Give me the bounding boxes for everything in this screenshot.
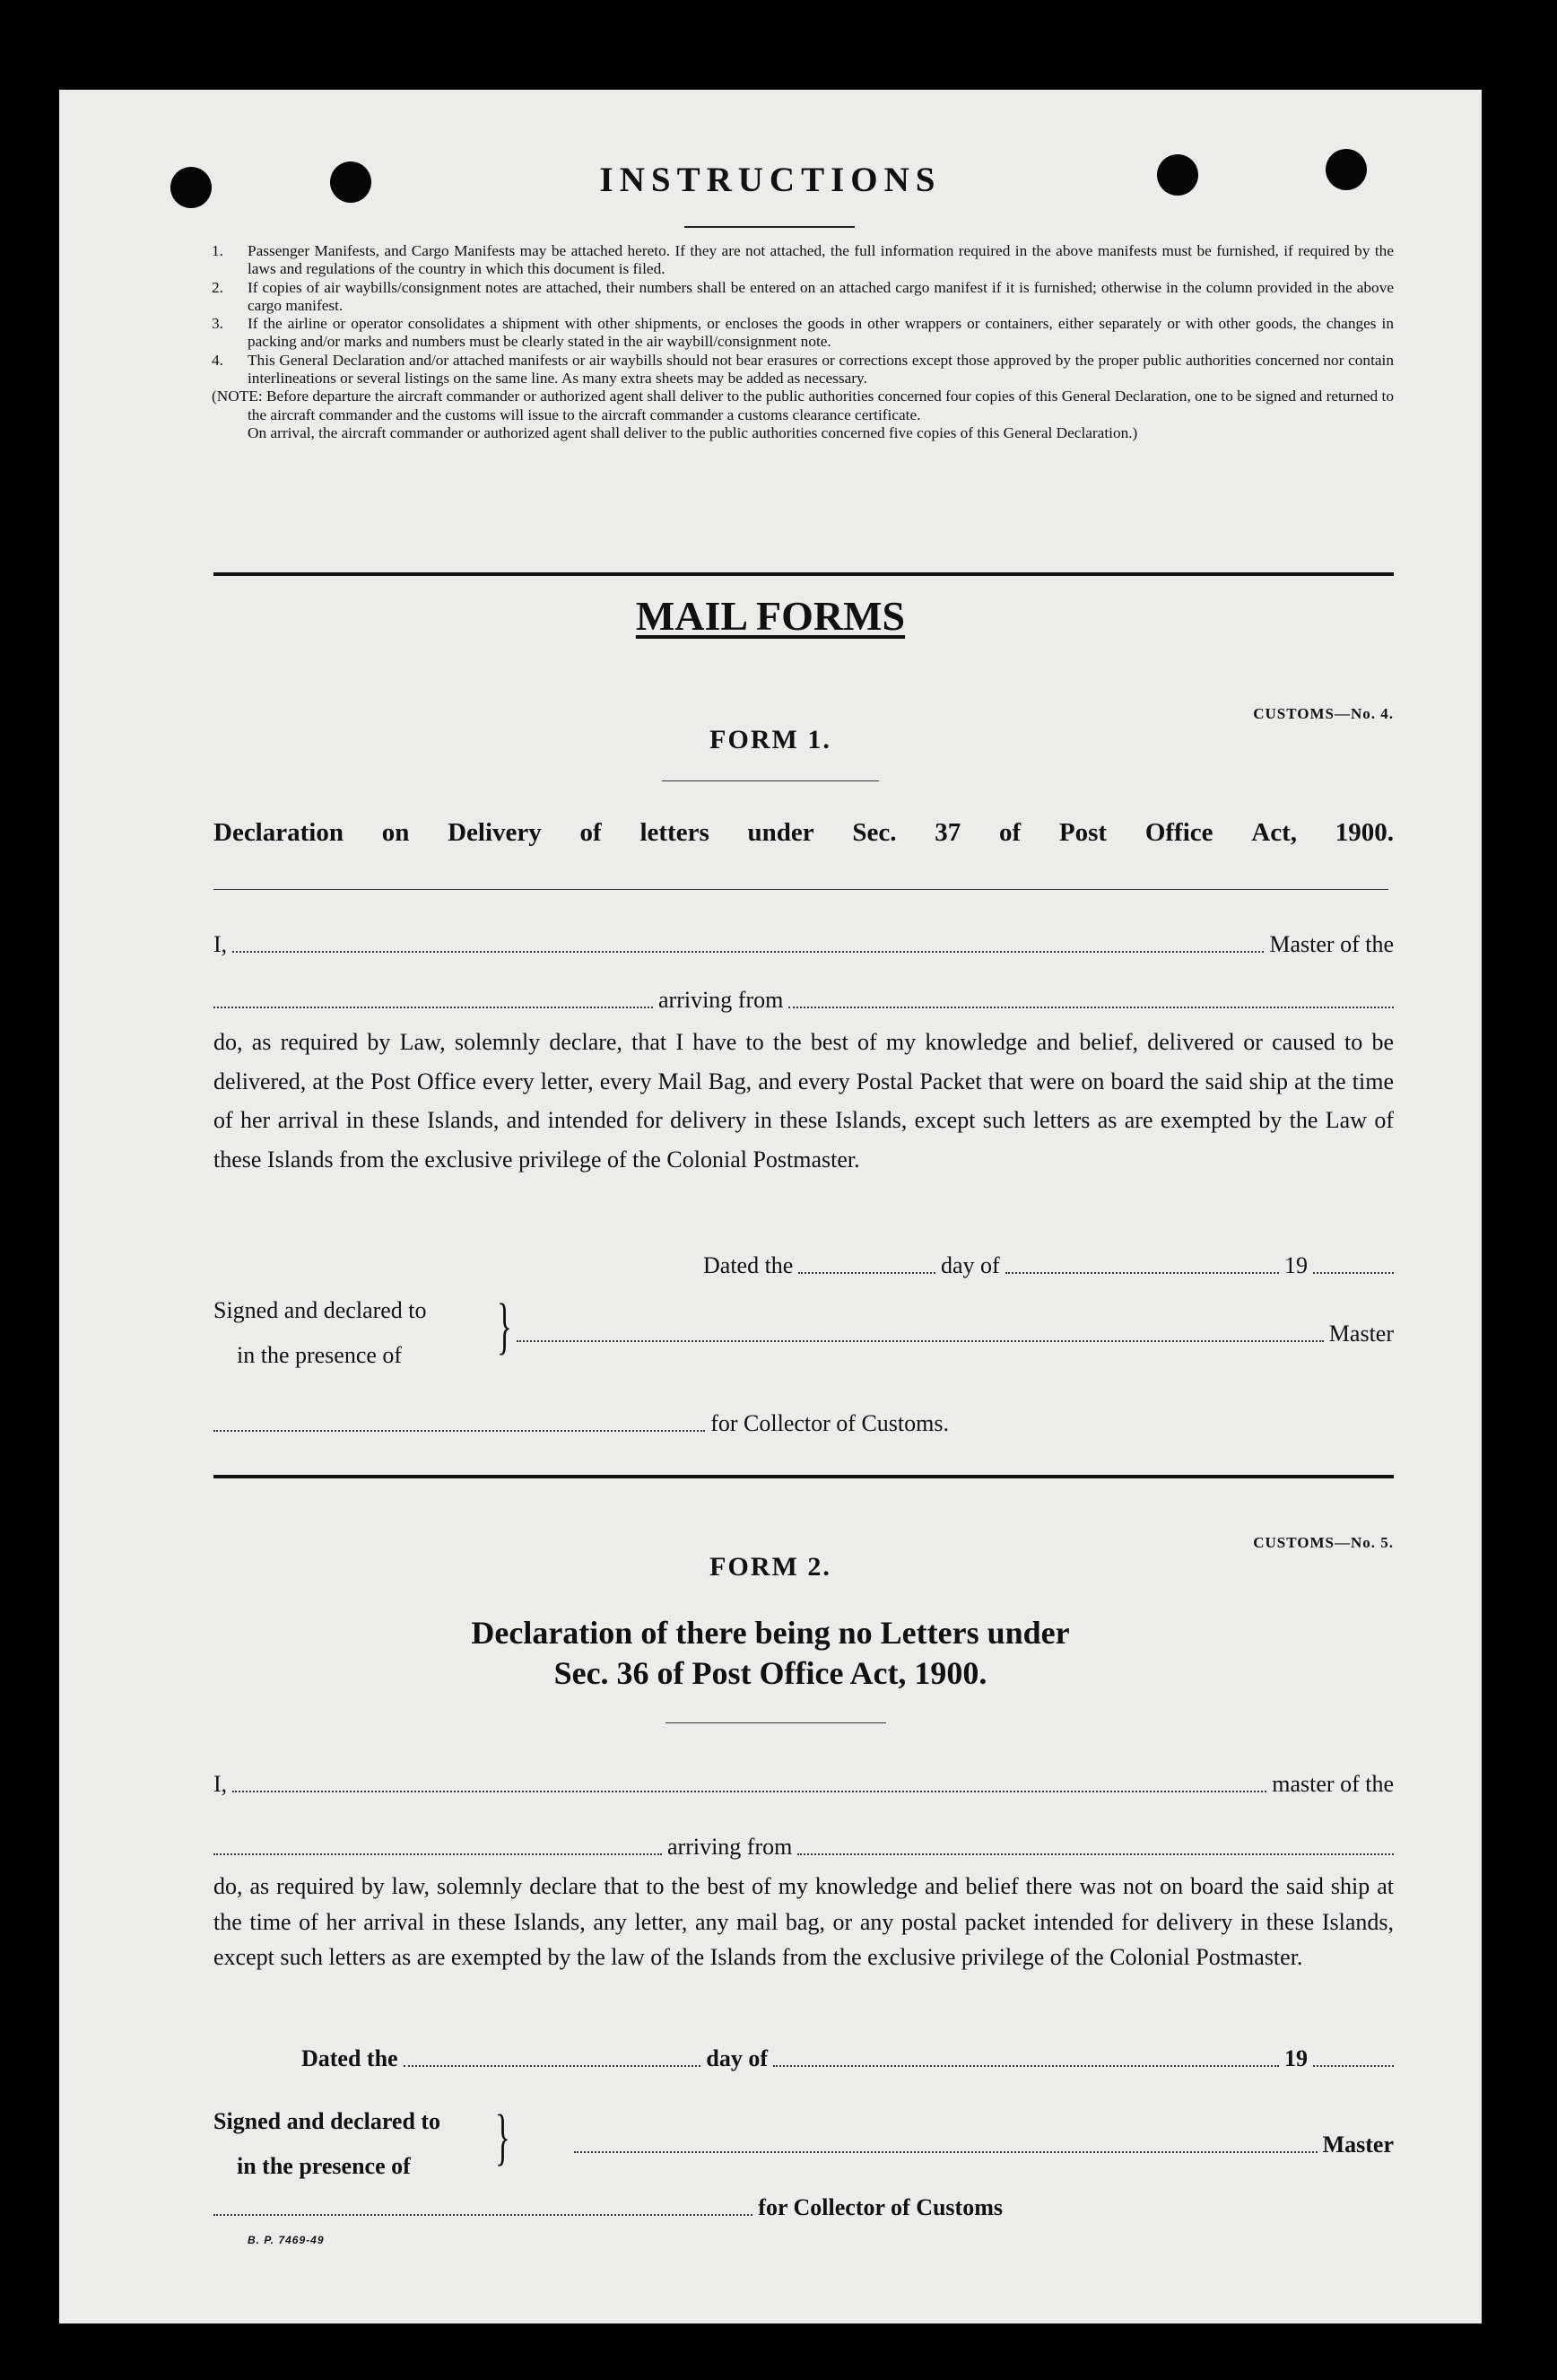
instruction-note: On arrival, the aircraft commander or authorized agent shall deliver to the public authorities concerned five copies of this General Declaration.) [248,423,1138,441]
brace: } [497,1292,512,1361]
date-field[interactable]: Dated the day of 19 [703,1252,1394,1279]
master-name-field[interactable]: I, Master of the [213,931,1394,957]
collector-signature-field[interactable]: for Collector of Customs. [213,1410,949,1437]
divider [662,780,879,781]
divider [665,1722,886,1723]
divider [213,889,1388,890]
instruction-item: 1. Passenger Manifests, and Cargo Manifests may be attached hereto. If they are not attached, the full information required in the above manifests must be furnished, if required by the laws and regulations of the country in which this document is filed. [212,242,1394,278]
instruction-item: 4. This General Declaration and/or attached manifests or air waybills should not bear erasures or corrections except those approved by the proper public authorities concerned nor contain interlineations or several listings on the same line. As many extra sheets may be added as necessary. [212,351,1394,388]
master-signature-field[interactable]: Master [574,2132,1394,2158]
section-divider [213,1475,1394,1478]
instructions-title: INSTRUCTIONS [599,161,942,199]
signed-label: Signed and declared to [213,1297,427,1323]
date-field[interactable]: Dated the day of 19 [301,2045,1394,2072]
instruction-note: (NOTE: Before departure the aircraft commander or authorized agent shall deliver to the public authorities concerned four copies of this General Declaration, one to be signed and returned to the aircraft commander and the customs will issue to the aircraft commander a customs clearance certificate. [212,388,1394,423]
brace: } [495,2103,510,2172]
form-title: FORM 1. [709,725,831,754]
customs-number: CUSTOMS—No. 5. [1253,1534,1394,1551]
section-divider [213,572,1394,576]
signed-label: Signed and declared to [213,2108,441,2134]
instruction-item: 3. If the airline or operator consolidates a shipment with other shipments, or encloses the goods in other wrappers or containers, either separately or with other goods, the changes in packing and/or marks and numbers must be clearly stated in the air waybill/consignment note. [212,315,1394,351]
signed-label: in the presence of [237,1342,403,1368]
divider [684,226,855,228]
customs-number: CUSTOMS—No. 4. [1253,705,1394,722]
declaration-body: do, as required by law, solemnly declare that to the best of my knowledge and belief there was not on board the said ship at the time of her arrival in these Islands, any letter, any mail bag, or any postal packet intended for delivery in these Islands, except such letters as are exempted by the law of the Islands from the exclusive privilege of the Colonial Postmaster. [213,1873,1394,1970]
ship-arriving-field[interactable]: arriving from [213,1834,1394,1861]
ship-arriving-field[interactable]: arriving from [213,987,1394,1014]
declaration-body: do, as required by Law, solemnly declare, that I have to the best of my knowledge and belief, delivered or caused to be delivered, at the Post Office every letter, every Mail Bag, and every Postal Packet that were on board the said ship at the time of her arrival in these Islands, and intended for delivery in these Islands, except such letters as are exempted by the Law of these Islands from the exclusive privilege of the Colonial Postmaster. [213,1029,1394,1173]
instructions-list [212,242,1394,442]
signed-label: in the presence of [237,2153,411,2179]
print-code: B. P. 7469-49 [248,2234,325,2246]
declaration-heading: Declaration of there being no Letters under Sec. 36 of Post Office Act, 1900. [471,1615,1070,1691]
mail-forms-title: MAIL FORMS [635,593,906,639]
collector-signature-field[interactable]: for Collector of Customs [213,2194,1003,2221]
form-title: FORM 2. [709,1552,831,1582]
instruction-item: 2. If copies of air waybills/consignment notes are attached, their numbers shall be entered on an attached cargo manifest if it is furnished; otherwise in the column provided in the above cargo manifest. [212,278,1394,314]
form-sheet [59,90,1482,2323]
master-signature-field[interactable]: Master [517,1321,1394,1347]
declaration-heading: Declaration on Delivery of letters under Sec. 37 of Post Office Act, 1900. [213,818,1394,847]
master-name-field[interactable]: I, master of the [213,1771,1394,1797]
